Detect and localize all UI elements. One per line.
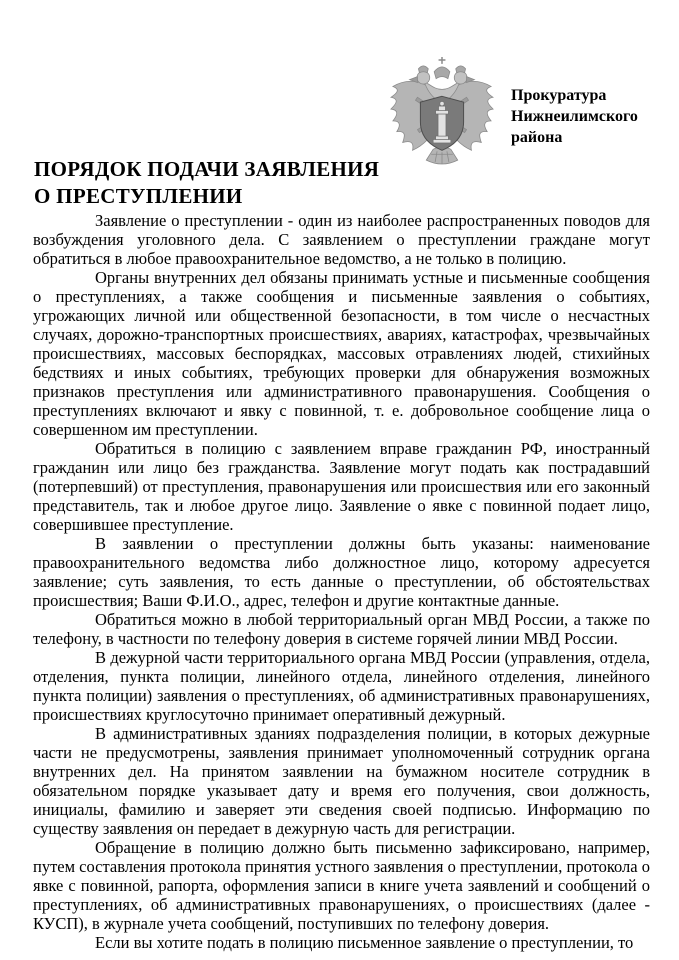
org-name-line: Нижнеилимского	[511, 108, 638, 125]
document-body	[33, 211, 650, 952]
paragraph: Если вы хотите подать в полицию письменное заявление о преступлении, то	[95, 933, 634, 952]
paragraph: Органы внутренних дел обязаны принимать устные и письменные сообщения о преступлениях, а также сообщения и письменные заявления о событиях, угрожающих личной или общественной безопасности, в том числе о несчастных случаях, дорожно-транспортных происшествиях, авариях, катастрофах, чрезвычайных происшествиях, массовых беспорядках, массовых отравлениях людей, стихийных бедствиях и иных событиях, требующих проверки для обнаружения возможных признаков преступления или административного правонарушения. Сообщения о преступлениях включают и явку с повинной, т. е. добровольное сообщение лица о совершенном им преступлении.	[33, 268, 650, 439]
page-title-line: О ПРЕСТУПЛЕНИИ	[34, 184, 243, 208]
paragraph: Обратиться можно в любой территориальный орган МВД России, а также по телефону, в частности по телефону доверия в системе горячей линии МВД России.	[33, 610, 650, 648]
org-name-line: района	[511, 129, 563, 146]
double-headed-eagle-icon	[388, 56, 496, 168]
paragraph: Обращение в полицию должно быть письменно зафиксировано, например, путем составления протокола принятия устного заявления о преступлении, протокола о явке с повинной, рапорта, оформления записи в книге учета заявлений и сообщений о преступлениях, об административных правонарушениях, о происшествиях (далее - КУСП), в журнале учета сообщений, поступивших по телефону доверия.	[33, 838, 650, 933]
prosecutor-emblem-icon	[388, 56, 496, 168]
org-name-block	[511, 85, 638, 148]
paragraph: Обратиться в полицию с заявлением вправе гражданин РФ, иностранный гражданин или лицо без гражданства. Заявление могут подать как пострадавший (потерпевший) от преступления, правонарушения или происшествия или его законный представитель, так и любое другое лицо. Заявление о явке с повинной подает лицо, совершившее преступление.	[33, 439, 650, 534]
page-title-line: ПОРЯДОК ПОДАЧИ ЗАЯВЛЕНИЯ	[34, 157, 380, 181]
paragraph: В административных зданиях подразделения полиции, в которых дежурные части не предусмотрены, заявления принимает уполномоченный сотрудник органа внутренних дел. На принятом заявлении на бумажном носителе сотрудник в обязательном порядке указывает дату и время его получения, свои должность, инициалы, фамилию и заверяет эти сведения своей подписью. Информацию по существу заявления он передает в дежурную часть для регистрации.	[33, 724, 650, 838]
org-name-line: Прокуратура	[511, 87, 607, 104]
page-title	[34, 156, 379, 210]
paragraph: В дежурной части территориального органа МВД России (управления, отдела, отделения, пункта полиции, линейного отдела, линейного отделения, линейного пункта полиции) заявления о преступлениях, об административных правонарушениях, происшествиях круглосуточно принимает оперативный дежурный.	[33, 648, 650, 724]
paragraph: Заявление о преступлении - один из наиболее распространенных поводов для возбуждения уголовного дела. С заявлением о преступлении граждане могут обратиться в любое правоохранительное ведомство, а не только в полицию.	[33, 211, 650, 268]
paragraph: В заявлении о преступлении должны быть указаны: наименование правоохранительного ведомства либо должностное лицо, которому адресуется заявление; суть заявления, то есть данные о преступлении, об обстоятельствах происшествия; Ваши Ф.И.О., адрес, телефон и другие контактные данные.	[33, 534, 650, 610]
